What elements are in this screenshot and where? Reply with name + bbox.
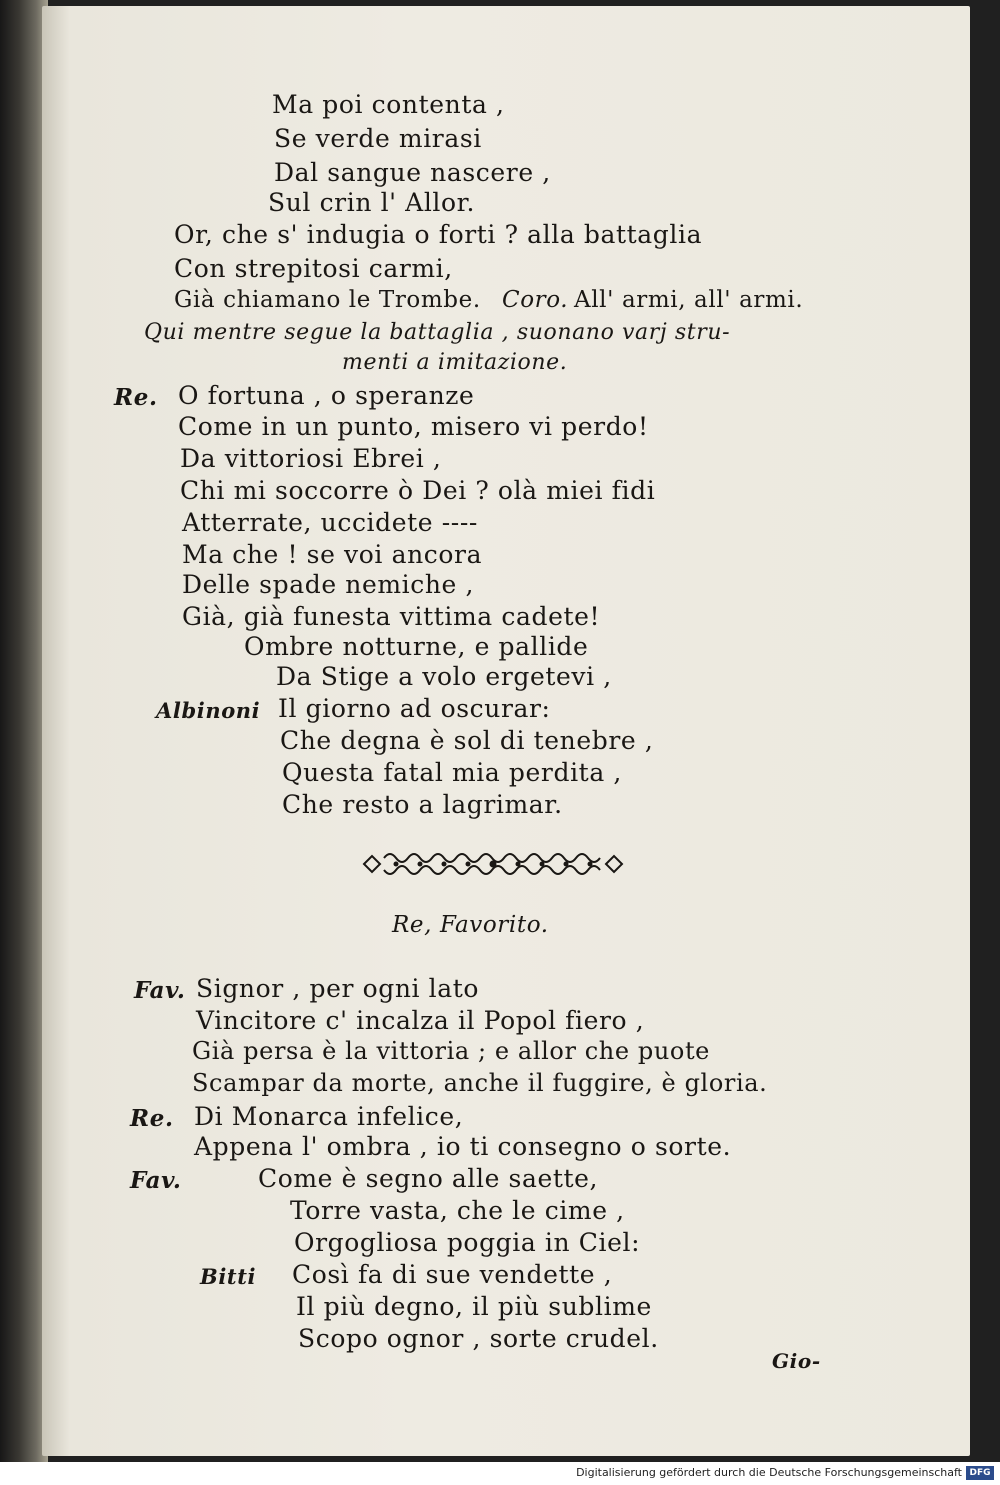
verse-line: Che degna è sol di tenebre , xyxy=(280,726,654,755)
speaker-label: Coro. xyxy=(502,287,569,313)
speaker-label: Re. xyxy=(130,1105,174,1132)
verse-line: Atterrate, uccidete ---- xyxy=(182,508,478,537)
verse-line: Appena l' ombra , io ti consegno o sorte. xyxy=(194,1132,732,1161)
verse-line: Torre vasta, che le cime , xyxy=(290,1196,625,1225)
verse-line: Sul crin l' Allor. xyxy=(268,188,476,217)
speaker-label: Fav. xyxy=(130,1167,182,1194)
verse-line: Se verde mirasi xyxy=(274,124,482,153)
verse-line: Di Monarca infelice, xyxy=(194,1102,464,1131)
verse-line: Che resto a lagrimar. xyxy=(282,790,563,819)
verse-line: Scopo ognor , sorte crudel. xyxy=(298,1324,659,1353)
verse-line: Come in un punto, misero vi perdo! xyxy=(178,412,649,441)
book-page xyxy=(42,6,970,1456)
verse-line: Scampar da morte, anche il fuggire, è gloria. xyxy=(192,1069,768,1097)
verse-line: O fortuna , o speranze xyxy=(178,381,475,410)
verse-line: Già chiamano le Trombe. xyxy=(174,287,481,313)
verse-line: Già persa è la vittoria ; e allor che puote xyxy=(192,1037,710,1065)
printer-ornament xyxy=(360,844,626,884)
verse-line: Il più degno, il più sublime xyxy=(296,1292,652,1321)
verse-line: Questa fatal mia perdita , xyxy=(282,758,622,787)
composer-name: Albinoni xyxy=(156,698,261,723)
catchword: Gio- xyxy=(772,1349,821,1373)
verse-line: Il giorno ad oscurar: xyxy=(278,694,551,723)
verse-line: Dal sangue nascere , xyxy=(274,158,551,187)
book-spine xyxy=(0,0,48,1462)
stage-direction: Qui mentre segue la battaglia , suonano varj stru- xyxy=(144,320,731,345)
dfg-logo: DFG xyxy=(966,1466,994,1480)
verse-line: Or, che s' indugia o forti ? alla battaglia xyxy=(174,220,703,249)
scene-heading: Re, Favorito. xyxy=(392,912,549,938)
verse-line: All' armi, all' armi. xyxy=(574,287,804,313)
verse-line: Già, già funesta vittima cadete! xyxy=(182,602,601,631)
verse-line: Con strepitosi carmi, xyxy=(174,254,453,283)
speaker-label: Fav. xyxy=(134,977,186,1004)
verse-line: Signor , per ogni lato xyxy=(196,974,480,1003)
footer-credit: Digitalisierung gefördert durch die Deutsche Forschungsgemeinschaft xyxy=(576,1466,962,1479)
verse-line: Da vittoriosi Ebrei , xyxy=(180,444,442,473)
composer-name: Bitti xyxy=(200,1264,257,1289)
verse-line: Ma poi contenta , xyxy=(272,90,505,119)
verse-line: Ma che ! se voi ancora xyxy=(182,540,483,569)
speaker-label: Re. xyxy=(114,384,158,411)
page-text xyxy=(42,6,970,1456)
verse-line: Così fa di sue vendette , xyxy=(292,1260,613,1289)
stage-direction: menti a imitazione. xyxy=(342,350,568,375)
verse-line: Vincitore c' incalza il Popol fiero , xyxy=(196,1006,645,1035)
verse-line: Orgogliosa poggia in Ciel: xyxy=(294,1228,641,1257)
verse-line: Da Stige a volo ergetevi , xyxy=(276,662,612,691)
verse-line: Come è segno alle saette, xyxy=(258,1164,599,1193)
footer-bar xyxy=(0,1462,1000,1485)
verse-line: Chi mi soccorre ò Dei ? olà miei fidi xyxy=(180,476,656,505)
verse-line: Delle spade nemiche , xyxy=(182,570,475,599)
verse-line: Ombre notturne, e pallide xyxy=(244,632,589,661)
